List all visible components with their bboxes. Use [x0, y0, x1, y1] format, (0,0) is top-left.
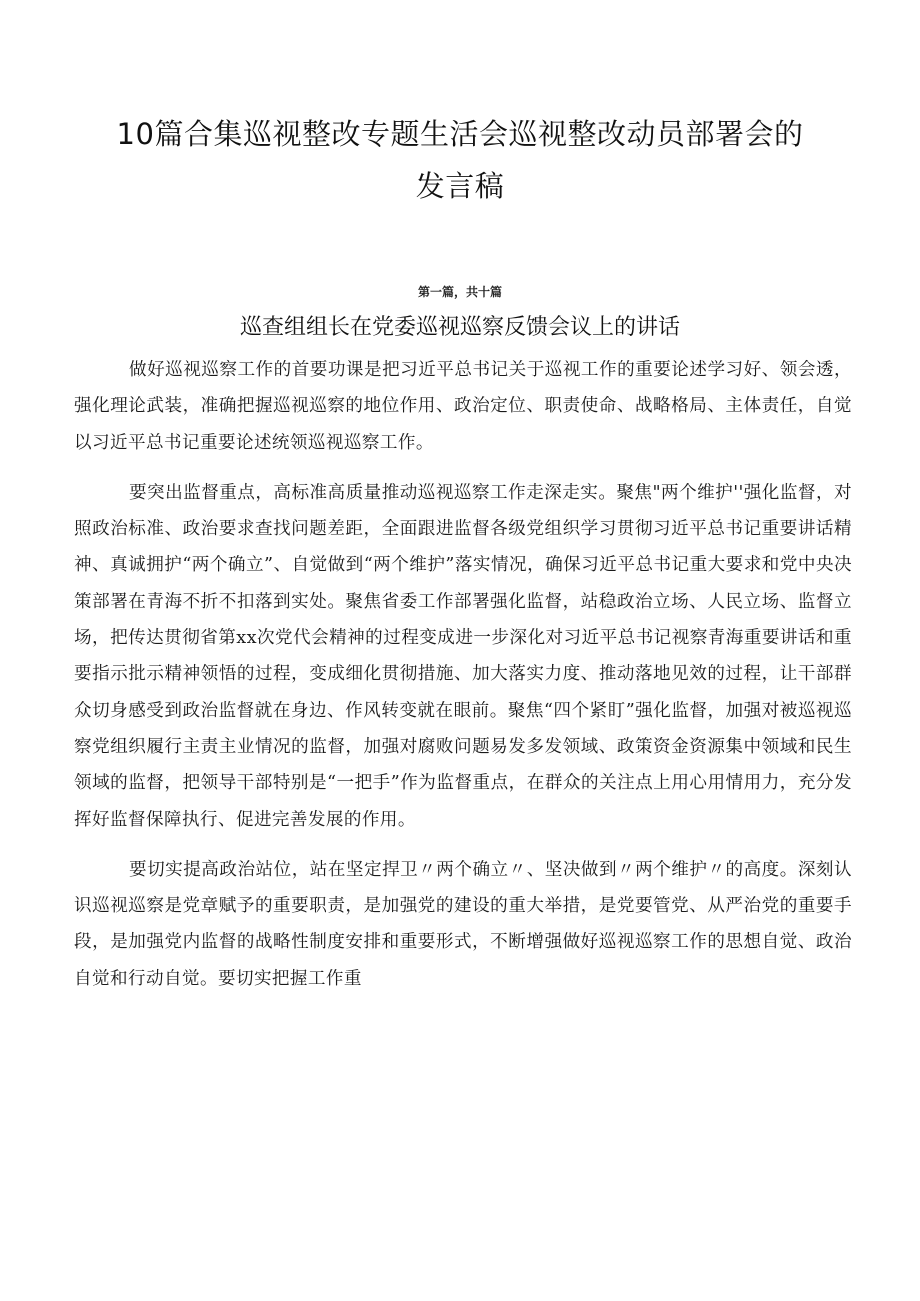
document-title	[70, 108, 850, 212]
paragraph: 做好巡视巡察工作的首要功课是把习近平总书记关于巡视工作的重要论述学习好、领会透，强化理论武装，准确把握巡视巡察的地位作用、政治定位、职责使命、战略格局、主体责任，自觉以习近平总书记重要论述统领巡视巡察工作。	[74, 360, 852, 453]
paragraph: 要切实提高政治站位，站在坚定捍卫〃两个确立〃、坚决做到〃两个维护〃的高度。深刻认识巡视巡察是党章赋予的重要职责，是加强党的建设的重大举措，是党要管党、从严治党的重要手段，是加强党内监督的战略性制度安排和重要形式，不断增强做好巡视巡察工作的思想自觉、政治自觉和行动自觉。要切实把握工作重	[74, 859, 852, 989]
document-title-line-2: 发言稿	[415, 169, 505, 203]
document-title-line-1: 10篇合集巡视整改专题生活会巡视整改动员部署会的	[116, 117, 804, 151]
paragraph: 要突出监督重点，高标准高质量推动巡视巡察工作走深走实。聚焦"两个维护''强化监督，对照政治标准、政治要求查找问题差距，全面跟进监督各级党组织学习贯彻习近平总书记重要讲话精神、真诚拥护“两个确立”、自觉做到“两个维护”落实情况，确保习近平总书记重大要求和党中央决策部署在青海不折不扣落到实处。聚焦省委工作部署强化监督，站稳政治立场、人民立场、监督立场，把传达贯彻省第xx次党代会精神的过程变成进一步深化对习近平总书记视察青海重要讲话和重要指示批示精神领悟的过程，变成细化贯彻措施、加大落实力度、推动落地见效的过程，让干部群众切身感受到政治监督就在身边、作风转变就在眼前。聚焦“四个紧盯”强化监督，加强对被巡视巡察党组织履行主责主业情况的监督，加强对腐败问题易发多发领域、政策资金资源集中领域和民生领域的监督，把领导干部特别是“一把手”作为监督重点，在群众的关注点上用心用情用力，充分发挥好监督保障执行、促进完善发展的作用。	[74, 482, 852, 830]
body-text	[74, 352, 852, 997]
section-title: 巡查组组长在党委巡视巡察反馈会议上的讲话	[239, 315, 680, 340]
section-counter: 第一篇，共十篇	[417, 285, 502, 299]
